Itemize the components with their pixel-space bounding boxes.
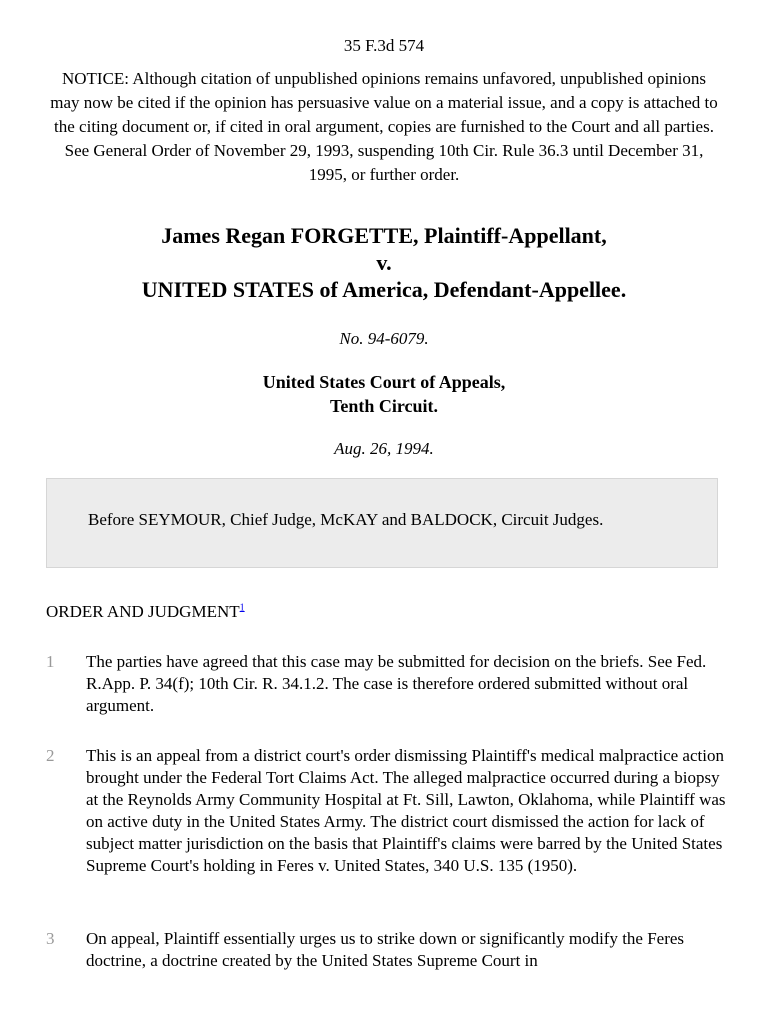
docket-number: No. 94-6079. xyxy=(339,329,429,348)
paragraph-number: 3 xyxy=(46,929,55,948)
judges-panel-box xyxy=(46,478,718,568)
court-line-1: United States Court of Appeals, xyxy=(262,372,506,392)
order-heading-text: ORDER AND JUDGMENT xyxy=(46,602,240,621)
judges-panel-text: Before SEYMOUR, Chief Judge, McKAY and BALDOCK, Circuit Judges. xyxy=(88,510,604,529)
order-heading xyxy=(46,601,245,623)
paragraph-text: On appeal, Plaintiff essentially urges us to strike down or significantly modify the Feres doctrine, a doctrine created by the United States Supreme Court in xyxy=(86,929,685,970)
decision-date: Aug. 26, 1994. xyxy=(334,439,434,458)
versus-line: v. xyxy=(376,250,392,275)
case-citation: 35 F.3d 574 xyxy=(343,36,425,55)
court-name xyxy=(0,370,768,418)
paragraph-number: 2 xyxy=(46,746,55,765)
paragraph-text: The parties have agreed that this case may be submitted for decision on the briefs. See Fed. R.App. P. 34(f); 10th Cir. R. 34.1.2. The case is therefore ordered submitted without oral argument. xyxy=(86,652,707,715)
appellee-line: UNITED STATES of America, Defendant-Appellee. xyxy=(141,277,627,302)
paragraph-number: 1 xyxy=(46,652,55,671)
case-caption xyxy=(0,222,768,303)
court-line-2: Tenth Circuit. xyxy=(329,396,439,416)
footnote-link[interactable]: 1 xyxy=(239,602,245,614)
unpublished-notice: NOTICE: Although citation of unpublished opinions remains unfavored, unpublished opinions may now be cited if the opinion has persuasive value on a material issue, and a copy is attached to the citing document or, if cited in oral argument, copies are furnished to the Court and all parties. See General Order of November 29, 1993, suspending 10th Cir. Rule 36.3 until December 31, 1995, or further order. xyxy=(50,69,718,184)
paragraph-text: This is an appeal from a district court's order dismissing Plaintiff's medical malpractice action brought under the Federal Tort Claims Act. The alleged malpractice occurred during a biopsy at the Reynolds Army Community Hospital at Ft. Sill, Lawton, Oklahoma, while Plaintiff was on active duty in the United States Army. The district court dismissed the action for lack of subject matter jurisdiction on the basis that Plaintiff's claims were barred by the United States Supreme Court's holding in Feres v. United States, 340 U.S. 135 (1950). xyxy=(86,746,726,875)
appellant-line: James Regan FORGETTE, Plaintiff-Appellant, xyxy=(161,223,607,248)
